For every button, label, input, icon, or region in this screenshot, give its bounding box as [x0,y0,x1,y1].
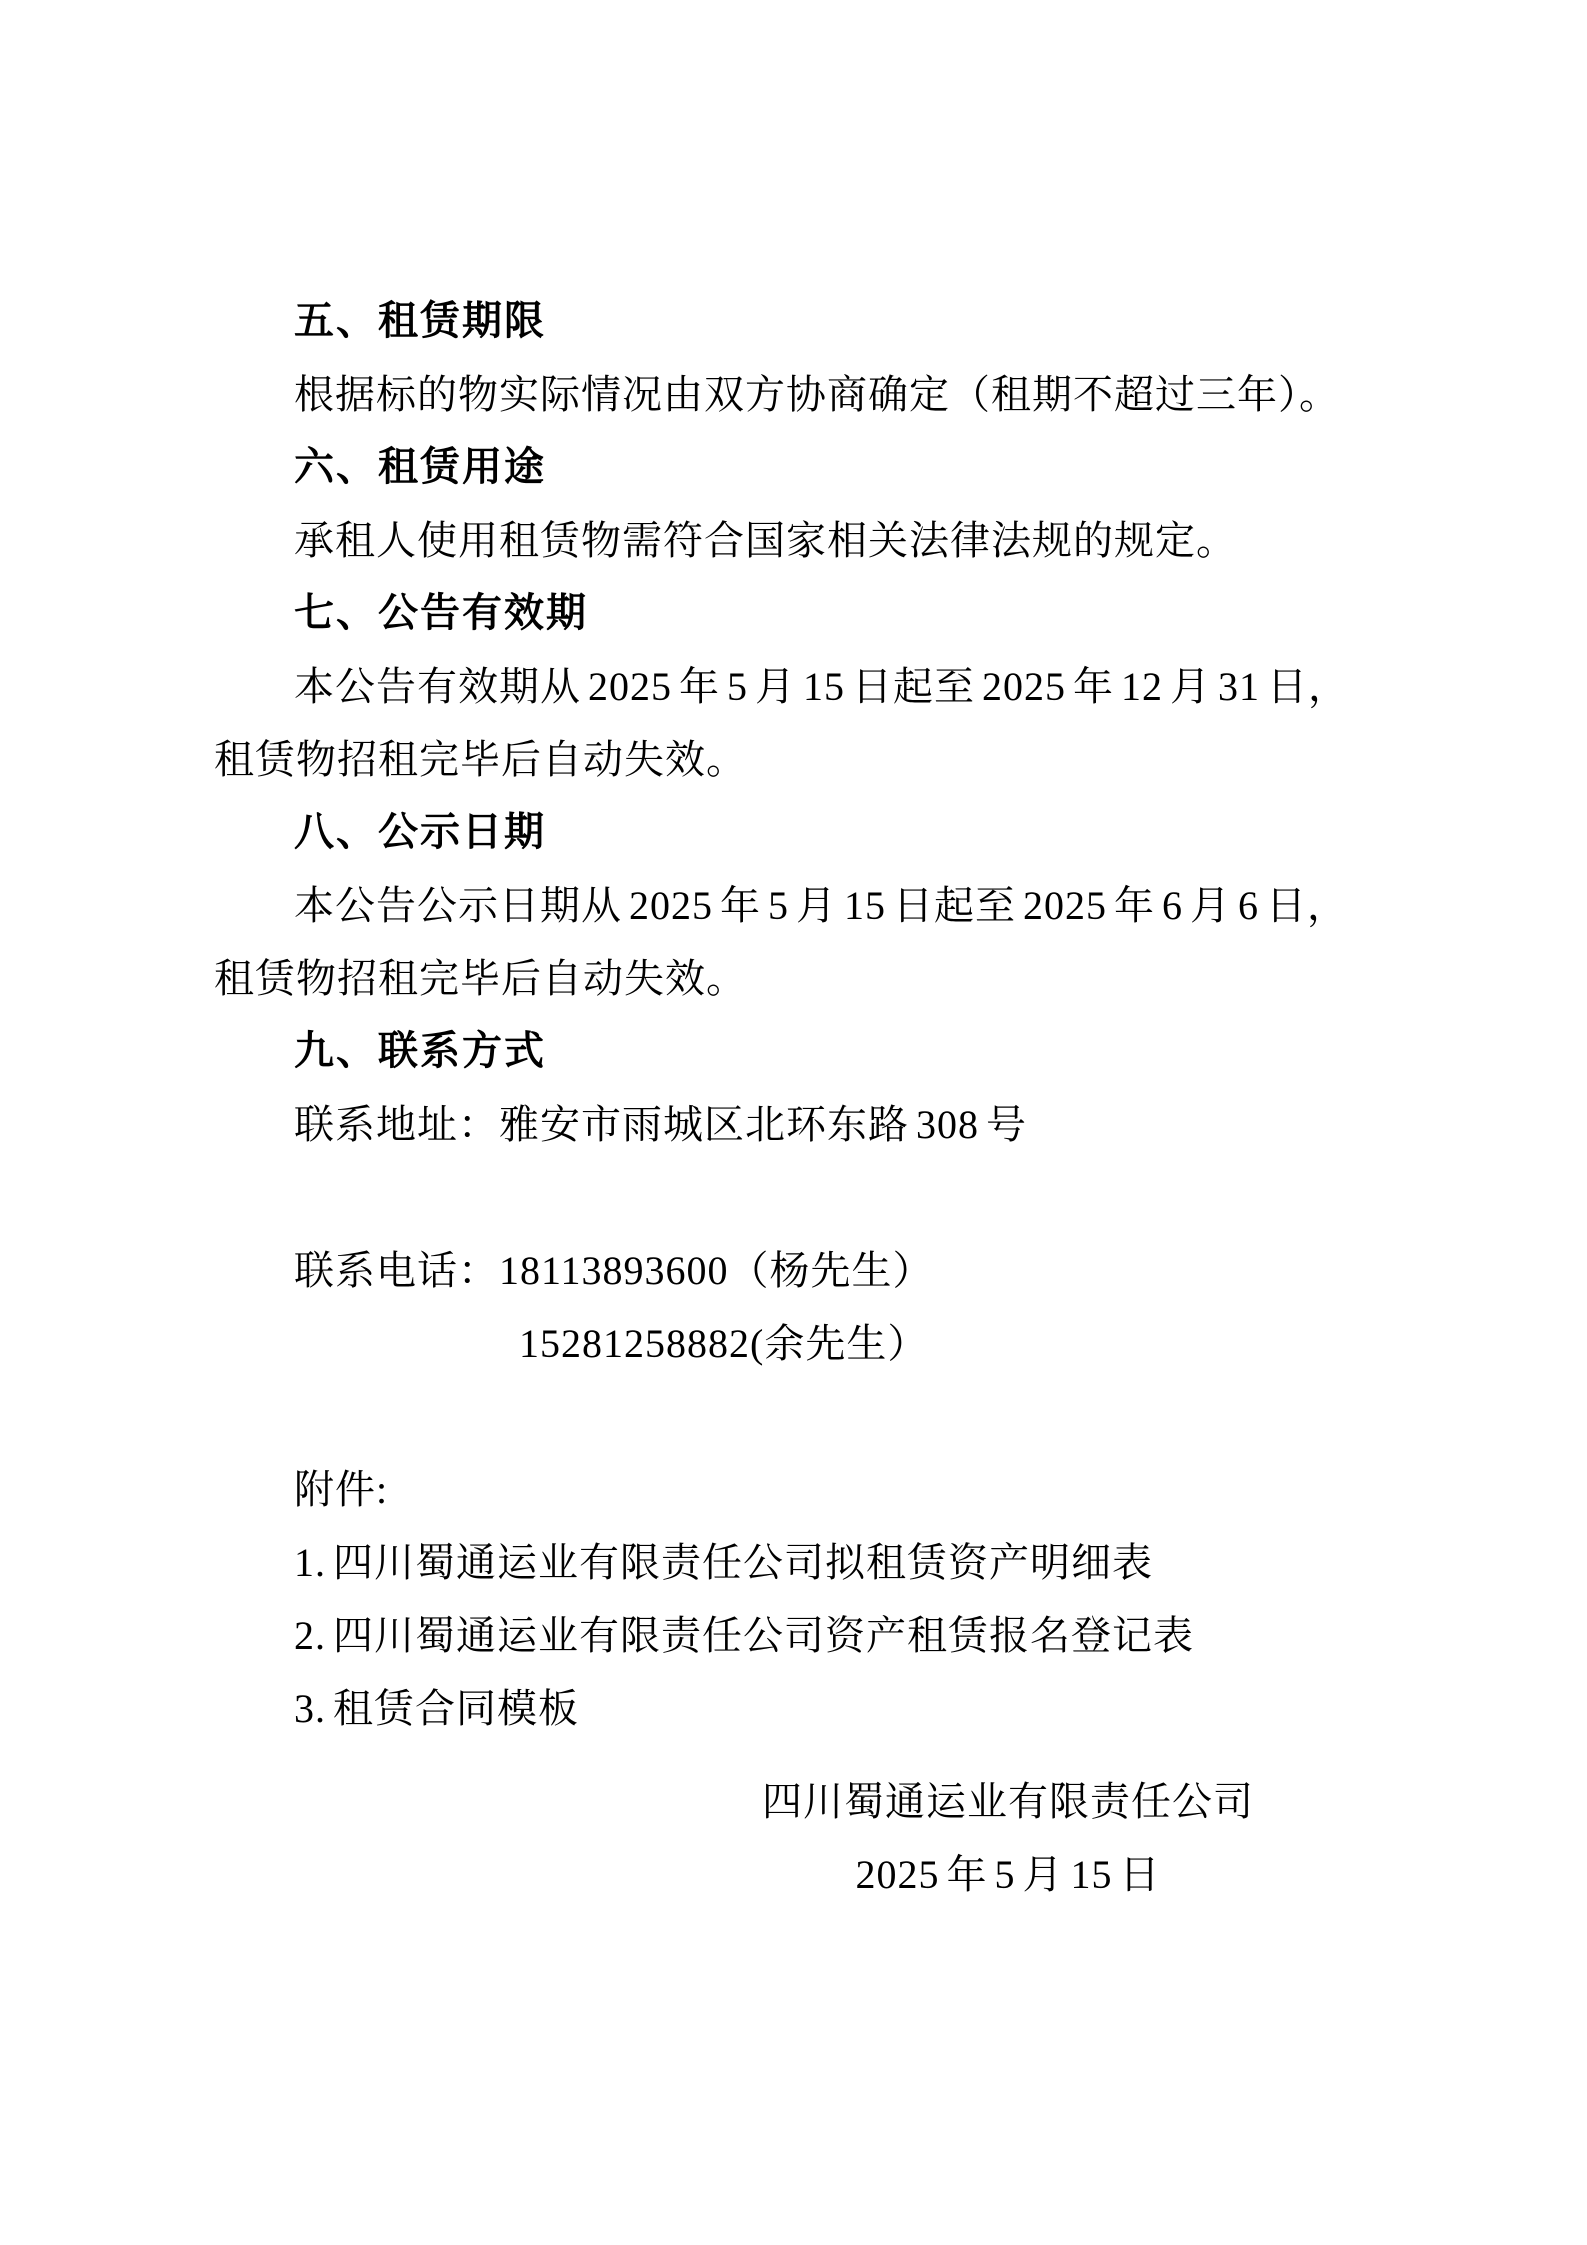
section-body-lease-term: 根据标的物实际情况由双方协商确定（租期不超过三年）。 [294,372,1340,417]
contact-phone-label: 联系电话： [294,1248,499,1293]
section-body-publicity-date: 本公告公示日期从 2025 年 5 月 15 日起至 2025 年 6 月 6 日，租赁物招租完毕后自动失效。 [214,883,1348,1001]
contact-phone-line [214,1234,1364,1307]
contact-phone-2: 15281258882(余先生） [519,1321,929,1366]
section-body-lease-purpose: 承租人使用租赁物需符合国家相关法律法规的规定。 [294,518,1237,563]
contact-phone-1: 18113893600（杨先生） [499,1248,934,1293]
section-heading-contact-info: 九、联系方式 [294,1029,546,1073]
contact-address-value: 雅安市雨城区北环东路 308 号 [499,1102,1027,1147]
contact-address-label: 联系地址： [294,1102,499,1147]
contact-address-line [214,1088,1364,1161]
signature-company: 四川蜀通运业有限责任公司 [762,1779,1254,1824]
signature-block [762,1765,1254,1911]
attachment-item-1: 1. 四川蜀通运业有限责任公司拟租赁资产明细表 [294,1540,1153,1585]
section-heading-announcement-validity: 七、公告有效期 [294,591,588,635]
section-body-announcement-validity: 本公告有效期从 2025 年 5 月 15 日起至 2025 年 12 月 31 日，租赁物招租完毕后自动失效。 [214,664,1349,782]
attachment-item-2: 2. 四川蜀通运业有限责任公司资产租赁报名登记表 [294,1613,1194,1658]
signature-date: 2025 年 5 月 15 日 [855,1852,1161,1897]
section-heading-publicity-date: 八、公示日期 [294,810,546,854]
attachments-label: 附件: [294,1467,389,1512]
attachment-item-3: 3. 租赁合同模板 [294,1686,579,1731]
contact-phone-2-line [214,1307,1364,1380]
section-heading-lease-term: 五、租赁期限 [294,299,546,343]
section-heading-lease-purpose: 六、租赁用途 [294,445,546,489]
